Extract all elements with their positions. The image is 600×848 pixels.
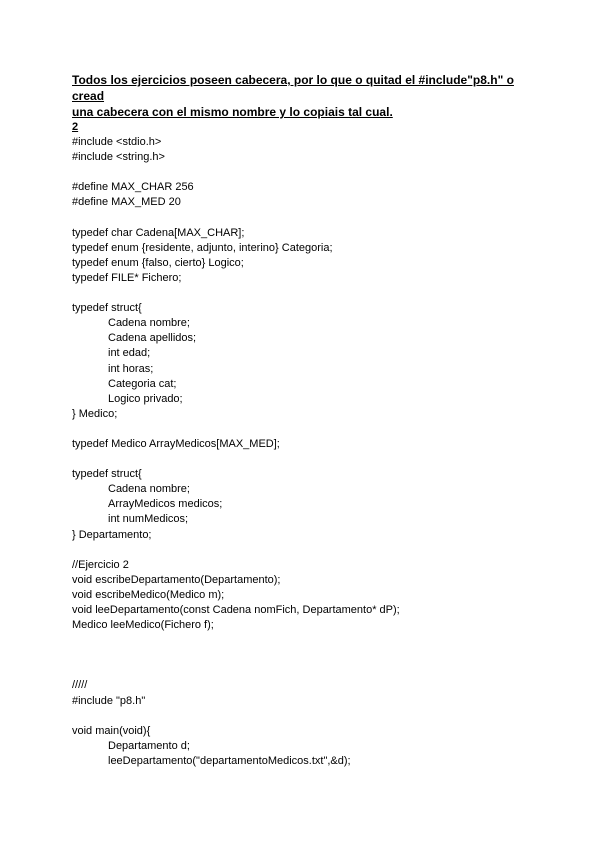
blank-line (72, 633, 572, 648)
code-comment: //Ejercicio 2 (72, 558, 129, 571)
blank-line (72, 286, 572, 301)
code-line: } Medico; (72, 407, 118, 420)
struct-field: Cadena nombre; (108, 483, 190, 496)
code-line: typedef struct{ (72, 468, 142, 481)
struct-field: int numMedicos; (108, 513, 189, 526)
struct-field: Logico privado; (108, 392, 183, 405)
code-listing (72, 120, 572, 769)
exercise-number: 2 (72, 121, 79, 133)
instructions-header (72, 72, 542, 120)
main-body-line: Departamento d; (108, 739, 190, 752)
blank-line (72, 543, 572, 558)
code-line: void leeDepartamento(const Cadena nomFich, Departamento* dP); (72, 604, 400, 616)
instructions-line-1: Todos los ejercicios poseen cabecera, por lo que o quitad el #include"p8.h" o cread (72, 73, 514, 103)
code-line: Medico leeMedico(Fichero f); (72, 619, 214, 632)
code-line: } Departamento; (72, 528, 152, 541)
struct-field: int edad; (108, 347, 151, 360)
code-line: #include "p8.h" (72, 694, 146, 707)
instructions-line-2: una cabecera con el mismo nombre y lo copiais tal cual. (72, 105, 393, 119)
code-line: typedef enum {falso, cierto} Logico; (72, 256, 244, 269)
code-line: #define MAX_CHAR 256 (72, 181, 194, 194)
code-separator: ///// (72, 679, 88, 692)
struct-field: Categoria cat; (108, 377, 177, 390)
code-line: #include <string.h> (72, 151, 165, 164)
code-line: #include <stdio.h> (72, 136, 162, 149)
struct-field: Cadena nombre; (108, 317, 190, 330)
blank-line (72, 422, 572, 437)
main-body-line: leeDepartamento("departamentoMedicos.txt",&d); (108, 754, 351, 767)
code-line: typedef FILE* Fichero; (72, 271, 182, 284)
code-line: #define MAX_MED 20 (72, 196, 181, 209)
code-line: typedef Medico ArrayMedicos[MAX_MED]; (72, 437, 280, 450)
code-line: void main(void){ (72, 724, 151, 737)
blank-line (72, 663, 572, 678)
blank-line (72, 165, 572, 180)
code-line: typedef struct{ (72, 302, 142, 315)
blank-line (72, 648, 572, 663)
code-line: typedef enum {residente, adjunto, interino} Categoria; (72, 241, 333, 254)
blank-line (72, 211, 572, 226)
struct-field: Cadena apellidos; (108, 332, 197, 345)
struct-field: int horas; (108, 362, 154, 375)
code-line: void escribeDepartamento(Departamento); (72, 573, 281, 586)
struct-field: ArrayMedicos medicos; (108, 498, 223, 511)
code-line: void escribeMedico(Medico m); (72, 588, 225, 601)
blank-line (72, 709, 572, 724)
blank-line (72, 452, 572, 467)
code-line: typedef char Cadena[MAX_CHAR]; (72, 226, 245, 239)
